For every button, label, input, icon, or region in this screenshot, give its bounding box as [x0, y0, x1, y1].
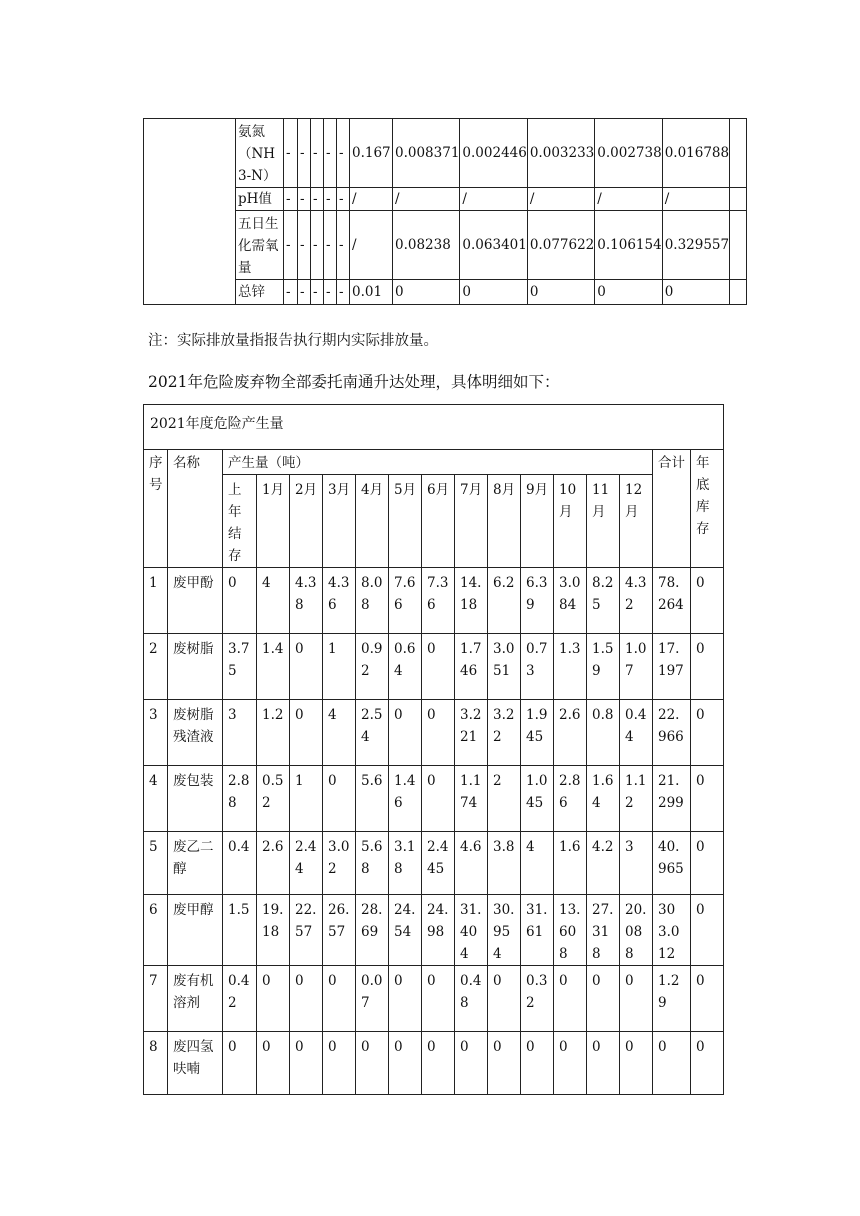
value-cell: /	[460, 188, 527, 211]
sub-header: 9月	[521, 475, 554, 568]
col-header-name: 名称	[168, 450, 223, 568]
value-cell: -	[311, 280, 324, 305]
value-cell: 0.8	[587, 700, 620, 766]
value-cell: 0	[356, 1032, 389, 1095]
value-cell: 3.8	[488, 832, 521, 895]
value-cell: 14.18	[455, 568, 488, 634]
value-cell: 0	[290, 1032, 323, 1095]
value-cell: 1.12	[620, 766, 653, 832]
value-cell: /	[350, 188, 393, 211]
value-cell: 0	[554, 1032, 587, 1095]
value-cell: 0	[257, 966, 290, 1032]
col-header-no: 序号	[144, 450, 168, 568]
col-header-stock: 年底库存	[691, 450, 724, 568]
hazardous-waste-rows	[144, 568, 724, 1095]
value-cell: -	[324, 211, 337, 280]
value-cell: 31.404	[455, 895, 488, 966]
section-heading: 2021年危险废弃物全部委托南通升达处理，具体明细如下：	[148, 373, 560, 391]
value-cell: 2.88	[223, 766, 257, 832]
table-row	[144, 119, 747, 188]
value-cell: /	[350, 211, 393, 280]
value-cell: 4.2	[587, 832, 620, 895]
value-cell: 0.52	[257, 766, 290, 832]
row-no: 3	[144, 700, 168, 766]
footnote: 注：实际排放量指报告执行期内实际排放量。	[148, 333, 438, 349]
sub-header: 6月	[422, 475, 455, 568]
value-cell: 2.54	[356, 700, 389, 766]
sub-header: 上年结存	[223, 475, 257, 568]
value-cell: /	[595, 188, 662, 211]
sub-header-row	[144, 475, 724, 568]
emission-table	[143, 118, 747, 305]
value-cell: 0	[595, 280, 662, 305]
value-cell: 3.221	[455, 700, 488, 766]
value-cell: 0	[422, 700, 455, 766]
value-cell: 0.07	[356, 966, 389, 1032]
row-name: 废甲酚	[168, 568, 223, 634]
value-cell: 0	[422, 766, 455, 832]
value-cell: 0.003233	[527, 119, 594, 188]
value-cell: 26.57	[323, 895, 356, 966]
value-cell: 0	[587, 1032, 620, 1095]
value-cell: 0	[422, 634, 455, 700]
pollutant-label: 五日生化需氧量	[236, 211, 284, 280]
value-cell: 0.44	[620, 700, 653, 766]
value-cell: 3.18	[389, 832, 422, 895]
value-cell: 8.25	[587, 568, 620, 634]
table-row	[144, 766, 724, 832]
value-cell: 22.57	[290, 895, 323, 966]
row-no: 6	[144, 895, 168, 966]
value-cell: 28.69	[356, 895, 389, 966]
value-cell: 20.088	[620, 895, 653, 966]
value-cell: 1.3	[554, 634, 587, 700]
value-cell: -	[324, 188, 337, 211]
value-cell: 0	[620, 1032, 653, 1095]
row-no: 7	[144, 966, 168, 1032]
value-cell: 3	[223, 700, 257, 766]
value-cell: 1.045	[521, 766, 554, 832]
table-row	[144, 1032, 724, 1095]
value-cell: 4.36	[323, 568, 356, 634]
sub-header: 4月	[356, 475, 389, 568]
empty-cell	[730, 211, 747, 280]
value-cell: -	[337, 211, 350, 280]
row-total: 21.299	[653, 766, 691, 832]
sub-header: 11月	[587, 475, 620, 568]
row-name: 废乙二醇	[168, 832, 223, 895]
value-cell: 2.86	[554, 766, 587, 832]
sub-header: 3月	[323, 475, 356, 568]
value-cell: 1.746	[455, 634, 488, 700]
empty-cell	[730, 280, 747, 305]
row-name: 废包装	[168, 766, 223, 832]
hazardous-waste-table	[143, 404, 724, 1095]
row-stock: 0	[691, 832, 724, 895]
row-name: 废四氢呋喃	[168, 1032, 223, 1095]
value-cell: -	[298, 280, 311, 305]
row-no: 5	[144, 832, 168, 895]
value-cell: 0	[323, 766, 356, 832]
value-cell: 0.08238	[393, 211, 460, 280]
value-cell: /	[393, 188, 460, 211]
value-cell: 0	[554, 966, 587, 1032]
value-cell: -	[337, 280, 350, 305]
header-row	[144, 450, 724, 475]
value-cell: 0.64	[389, 634, 422, 700]
value-cell: 7.36	[422, 568, 455, 634]
value-cell: 1.59	[587, 634, 620, 700]
value-cell: 30.954	[488, 895, 521, 966]
value-cell: 0	[257, 1032, 290, 1095]
row-total: 1.29	[653, 966, 691, 1032]
value-cell: 5.68	[356, 832, 389, 895]
value-cell: -	[311, 119, 324, 188]
value-cell: 0.48	[455, 966, 488, 1032]
value-cell: 0	[460, 280, 527, 305]
value-cell: -	[284, 280, 298, 305]
row-name: 废树脂	[168, 634, 223, 700]
value-cell: 0	[290, 700, 323, 766]
value-cell: 2.6	[257, 832, 290, 895]
row-no: 8	[144, 1032, 168, 1095]
value-cell: -	[284, 119, 298, 188]
value-cell: 1.07	[620, 634, 653, 700]
empty-cell	[730, 119, 747, 188]
value-cell: 0	[662, 280, 729, 305]
value-cell: 0	[422, 966, 455, 1032]
value-cell: 0.92	[356, 634, 389, 700]
value-cell: 0	[223, 568, 257, 634]
value-cell: 2	[488, 766, 521, 832]
row-total: 303.012	[653, 895, 691, 966]
value-cell: -	[298, 188, 311, 211]
sub-header: 8月	[488, 475, 521, 568]
sub-header: 7月	[455, 475, 488, 568]
row-no: 4	[144, 766, 168, 832]
empty-cell	[730, 188, 747, 211]
pollutant-label: 氨氮（NH3-N）	[236, 119, 284, 188]
value-cell: 0.063401	[460, 211, 527, 280]
value-cell: 6.39	[521, 568, 554, 634]
sub-header: 1月	[257, 475, 290, 568]
value-cell: 1.46	[389, 766, 422, 832]
value-cell: 0	[393, 280, 460, 305]
row-total: 0	[653, 1032, 691, 1095]
value-cell: 1.174	[455, 766, 488, 832]
row-stock: 0	[691, 700, 724, 766]
value-cell: 3	[620, 832, 653, 895]
table-row	[144, 895, 724, 966]
value-cell: 19.18	[257, 895, 290, 966]
value-cell: -	[298, 211, 311, 280]
sub-header: 5月	[389, 475, 422, 568]
value-cell: 3.084	[554, 568, 587, 634]
value-cell: 0	[620, 966, 653, 1032]
value-cell: 5.6	[356, 766, 389, 832]
row-stock: 0	[691, 1032, 724, 1095]
value-cell: 0.73	[521, 634, 554, 700]
value-cell: 0.002446	[460, 119, 527, 188]
value-cell: 0	[488, 1032, 521, 1095]
table-row	[144, 832, 724, 895]
value-cell: 1.6	[554, 832, 587, 895]
value-cell: 0	[527, 280, 594, 305]
value-cell: 0	[223, 1032, 257, 1095]
value-cell: 0	[488, 966, 521, 1032]
value-cell: 1.5	[223, 895, 257, 966]
row-total: 78.264	[653, 568, 691, 634]
value-cell: 3.75	[223, 634, 257, 700]
value-cell: 3.02	[323, 832, 356, 895]
sub-header: 12月	[620, 475, 653, 568]
value-cell: /	[527, 188, 594, 211]
value-cell: 2.44	[290, 832, 323, 895]
value-cell: 0	[323, 1032, 356, 1095]
row-no: 1	[144, 568, 168, 634]
value-cell: 0	[389, 1032, 422, 1095]
value-cell: 0.01	[350, 280, 393, 305]
row-total: 22.966	[653, 700, 691, 766]
row-total: 17.197	[653, 634, 691, 700]
value-cell: 1.4	[257, 634, 290, 700]
table-row	[144, 634, 724, 700]
row-stock: 0	[691, 766, 724, 832]
value-cell: -	[324, 119, 337, 188]
value-cell: 0	[422, 1032, 455, 1095]
table-title-row	[144, 405, 724, 450]
value-cell: 4.38	[290, 568, 323, 634]
value-cell: 0.106154	[595, 211, 662, 280]
value-cell: -	[311, 188, 324, 211]
value-cell: 7.66	[389, 568, 422, 634]
value-cell: 4.6	[455, 832, 488, 895]
value-cell: 2.6	[554, 700, 587, 766]
value-cell: 27.318	[587, 895, 620, 966]
value-cell: 4	[323, 700, 356, 766]
value-cell: 3.22	[488, 700, 521, 766]
table-row	[144, 568, 724, 634]
row-name: 废有机溶剂	[168, 966, 223, 1032]
value-cell: -	[284, 211, 298, 280]
value-cell: 4.32	[620, 568, 653, 634]
row-stock: 0	[691, 634, 724, 700]
table-row	[144, 700, 724, 766]
value-cell: 0.077622	[527, 211, 594, 280]
row-stock: 0	[691, 568, 724, 634]
table-row	[144, 966, 724, 1032]
value-cell: 4	[257, 568, 290, 634]
value-cell: 0.42	[223, 966, 257, 1032]
value-cell: -	[324, 280, 337, 305]
row-no: 2	[144, 634, 168, 700]
value-cell: 1.64	[587, 766, 620, 832]
value-cell: 0	[290, 634, 323, 700]
pollutant-label: pH值	[236, 188, 284, 211]
value-cell: 0	[455, 1032, 488, 1095]
value-cell: 0.002738	[595, 119, 662, 188]
row-stock: 0	[691, 966, 724, 1032]
value-cell: -	[284, 188, 298, 211]
value-cell: 4	[521, 832, 554, 895]
value-cell: 24.54	[389, 895, 422, 966]
value-cell: 0.016788	[662, 119, 729, 188]
blank-merged-cell	[144, 119, 236, 305]
value-cell: 13.608	[554, 895, 587, 966]
table-title: 2021年度危险产生量	[144, 405, 724, 450]
value-cell: /	[662, 188, 729, 211]
value-cell: 1	[323, 634, 356, 700]
col-header-total: 合计	[653, 450, 691, 568]
value-cell: -	[337, 119, 350, 188]
row-name: 废甲醇	[168, 895, 223, 966]
row-total: 40.965	[653, 832, 691, 895]
value-cell: 24.98	[422, 895, 455, 966]
value-cell: 1.945	[521, 700, 554, 766]
row-stock: 0	[691, 895, 724, 966]
value-cell: 2.445	[422, 832, 455, 895]
value-cell: 0.008371	[393, 119, 460, 188]
value-cell: 0	[521, 1032, 554, 1095]
sub-header: 10月	[554, 475, 587, 568]
sub-header: 2月	[290, 475, 323, 568]
value-cell: 0	[587, 966, 620, 1032]
value-cell: 0.329557	[662, 211, 729, 280]
value-cell: 0.4	[223, 832, 257, 895]
value-cell: -	[298, 119, 311, 188]
value-cell: 6.2	[488, 568, 521, 634]
value-cell: 1.2	[257, 700, 290, 766]
value-cell: 1	[290, 766, 323, 832]
value-cell: 31.61	[521, 895, 554, 966]
value-cell: 0.167	[350, 119, 393, 188]
value-cell: 0	[323, 966, 356, 1032]
value-cell: 0	[290, 966, 323, 1032]
value-cell: -	[337, 188, 350, 211]
value-cell: 3.051	[488, 634, 521, 700]
value-cell: 0.32	[521, 966, 554, 1032]
value-cell: 8.08	[356, 568, 389, 634]
value-cell: 0	[389, 966, 422, 1032]
value-cell: 0	[389, 700, 422, 766]
pollutant-label: 总锌	[236, 280, 284, 305]
col-header-amount: 产生量（吨）	[223, 450, 653, 475]
value-cell: -	[311, 211, 324, 280]
row-name: 废树脂残渣液	[168, 700, 223, 766]
